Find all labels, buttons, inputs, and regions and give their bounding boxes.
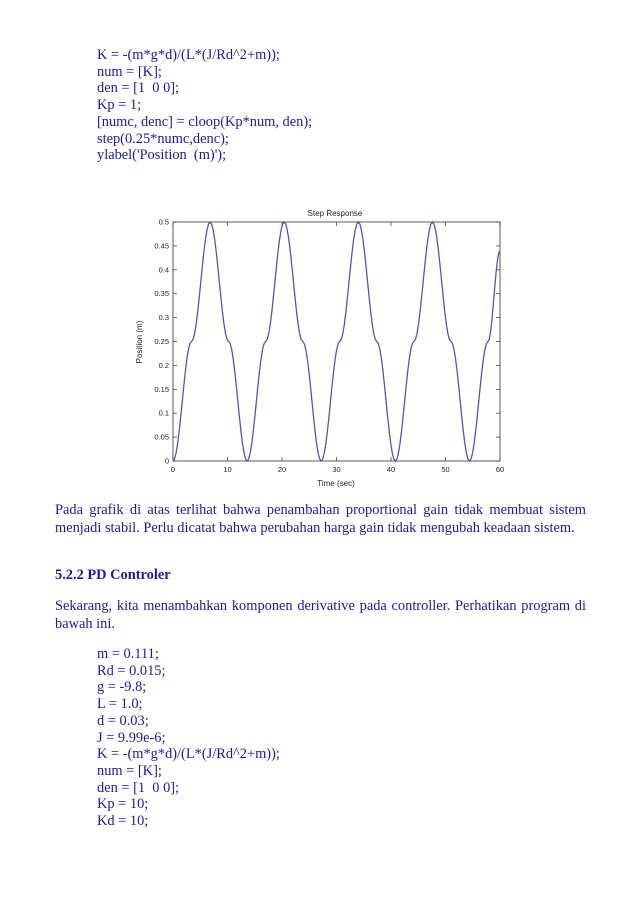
- x-tick-label: 20: [277, 465, 287, 474]
- code-line: ylabel('Position (m)');: [97, 147, 227, 164]
- y-tick-label: 0: [164, 456, 169, 466]
- code-line: d = 0.03;: [97, 712, 149, 729]
- x-tick-label: 50: [441, 465, 450, 474]
- y-tick-label: 0.5: [158, 217, 169, 227]
- code-line: step(0.25*numc,denc);: [97, 130, 229, 147]
- paragraph-1: Pada grafik di atas terlihat bahwa penambahan proportional gain tidak membuat sistem menjadi stabil. Perlu dicatat bahwa perubahan harga gain tidak mengubah keadaan sistem.: [55, 502, 586, 536]
- code-line: L = 1.0;: [97, 696, 143, 713]
- code-line: m = 0.111;: [97, 646, 159, 662]
- y-tick-label: 0.3: [158, 313, 169, 323]
- code-line: den = [1 0 0];: [97, 80, 180, 97]
- code-line: J = 9.99e-6;: [97, 729, 166, 746]
- y-tick-label: 0.2: [158, 360, 169, 370]
- y-tick-label: 0.1: [158, 408, 169, 418]
- y-tick-label: 0.15: [154, 384, 169, 394]
- code-block-2: [97, 646, 280, 830]
- step-response-chart: [133, 202, 513, 494]
- y-axis-label: Position (m): [135, 320, 144, 364]
- code-line: Kd = 10;: [97, 813, 149, 830]
- code-line: num = [K];: [97, 762, 162, 779]
- code-line: [numc, denc] = cloop(Kp*num, den);: [97, 113, 313, 130]
- code-line: Rd = 0.015;: [97, 662, 166, 679]
- y-tick-label: 0.35: [154, 289, 169, 299]
- x-tick-label: 40: [386, 465, 396, 474]
- x-tick-label: 10: [223, 465, 232, 474]
- code-block-1: [97, 47, 312, 164]
- x-axis-label: Time (sec): [317, 479, 355, 488]
- code-line: K = -(m*g*d)/(L*(J/Rd^2+m));: [97, 746, 280, 763]
- section-heading: 5.2.2 PD Controler: [55, 567, 171, 583]
- chart-title: Step Response: [307, 209, 363, 218]
- y-tick-label: 0.05: [154, 432, 169, 442]
- y-tick-label: 0.45: [154, 241, 169, 251]
- y-tick-label: 0.4: [158, 265, 169, 275]
- code-line: Kp = 10;: [97, 796, 149, 813]
- code-line: Kp = 1;: [97, 97, 142, 114]
- code-line: g = -9.8;: [97, 679, 147, 696]
- x-tick-label: 0: [170, 465, 176, 474]
- x-tick-label: 60: [495, 465, 505, 474]
- code-line: num = [K];: [97, 63, 162, 80]
- x-tick-label: 30: [332, 465, 341, 474]
- paragraph-2: Sekarang, kita menambahkan komponen derivative pada controller. Perhatikan program di bawah ini.: [55, 598, 586, 632]
- code-line: den = [1 0 0];: [97, 779, 180, 796]
- y-tick-label: 0.25: [154, 337, 169, 346]
- code-line: K = -(m*g*d)/(L*(J/Rd^2+m));: [97, 47, 280, 63]
